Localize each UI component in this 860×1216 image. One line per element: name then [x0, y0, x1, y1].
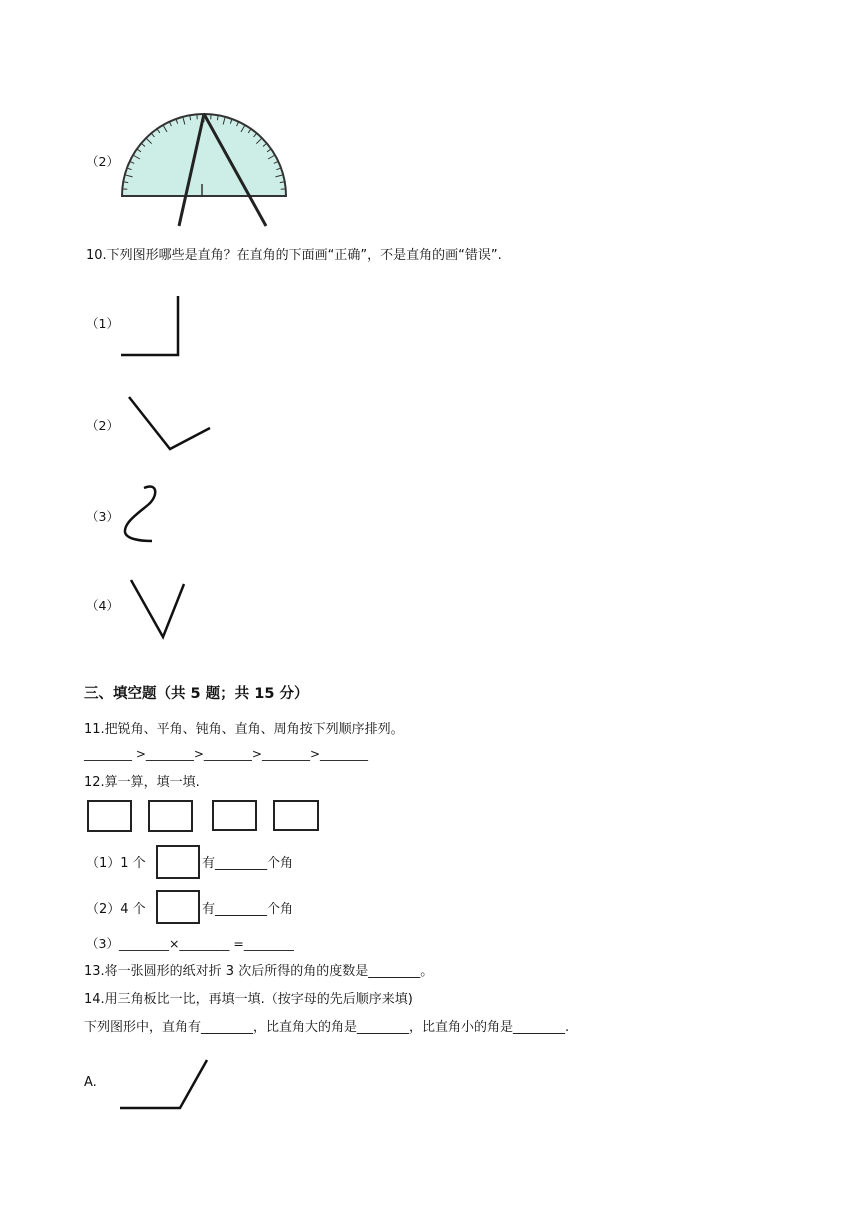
square-box-4	[273, 800, 319, 831]
q11-prompt: 11.把锐角、平角、钝角、直角、周角按下列顺序排列。	[84, 722, 404, 737]
angle-figure-4	[126, 576, 191, 642]
q12-prompt: 12.算一算，填一填.	[84, 775, 200, 790]
square-box-1	[87, 800, 132, 832]
protractor-figure	[115, 108, 295, 230]
q12-sub3: （3）________×________ =________	[86, 936, 294, 951]
square-box-2	[148, 800, 193, 832]
square-box-sub1	[156, 845, 200, 879]
section-heading: 三、填空题（共 5 题；共 15 分）	[84, 686, 309, 702]
curve-figure-3	[118, 482, 163, 547]
q10-label-2: （2）	[86, 418, 119, 433]
q12-sub2-suffix: 有________个角	[202, 902, 294, 917]
square-box-3	[212, 800, 257, 831]
q14-option-a-label: A.	[84, 1075, 97, 1090]
q13-prompt: 13.将一张圆形的纸对折 3 次后所得的角的度数是________。	[84, 964, 434, 979]
q14-prompt: 14.用三角板比一比，再填一填.（按字母的先后顺序来填)	[84, 992, 413, 1007]
q10-label-3: （3）	[86, 509, 119, 524]
q12-sub1-suffix: 有________个角	[202, 856, 294, 871]
angle-figure-2	[122, 392, 217, 456]
q10-label-4: （4）	[86, 598, 119, 613]
q12-sub1-prefix: （1）1 个	[86, 856, 146, 871]
q12-sub2-prefix: （2）4 个	[86, 902, 146, 917]
angle-figure-a	[116, 1055, 211, 1113]
q10-label-1: （1）	[86, 316, 119, 331]
q14-line2: 下列图形中，直角有________，比直角大的角是________，比直角小的角是________.	[84, 1020, 570, 1035]
q10-prompt: 10.下列图形哪些是直角？在直角的下面画“正确”，不是直角的画“错误”.	[86, 248, 502, 263]
q9-sub2-label: （2）	[86, 154, 119, 169]
square-box-sub2	[156, 890, 200, 924]
q11-answer-line: ________ >________>________>________>________	[84, 747, 369, 761]
right-angle-figure-1	[115, 292, 185, 362]
